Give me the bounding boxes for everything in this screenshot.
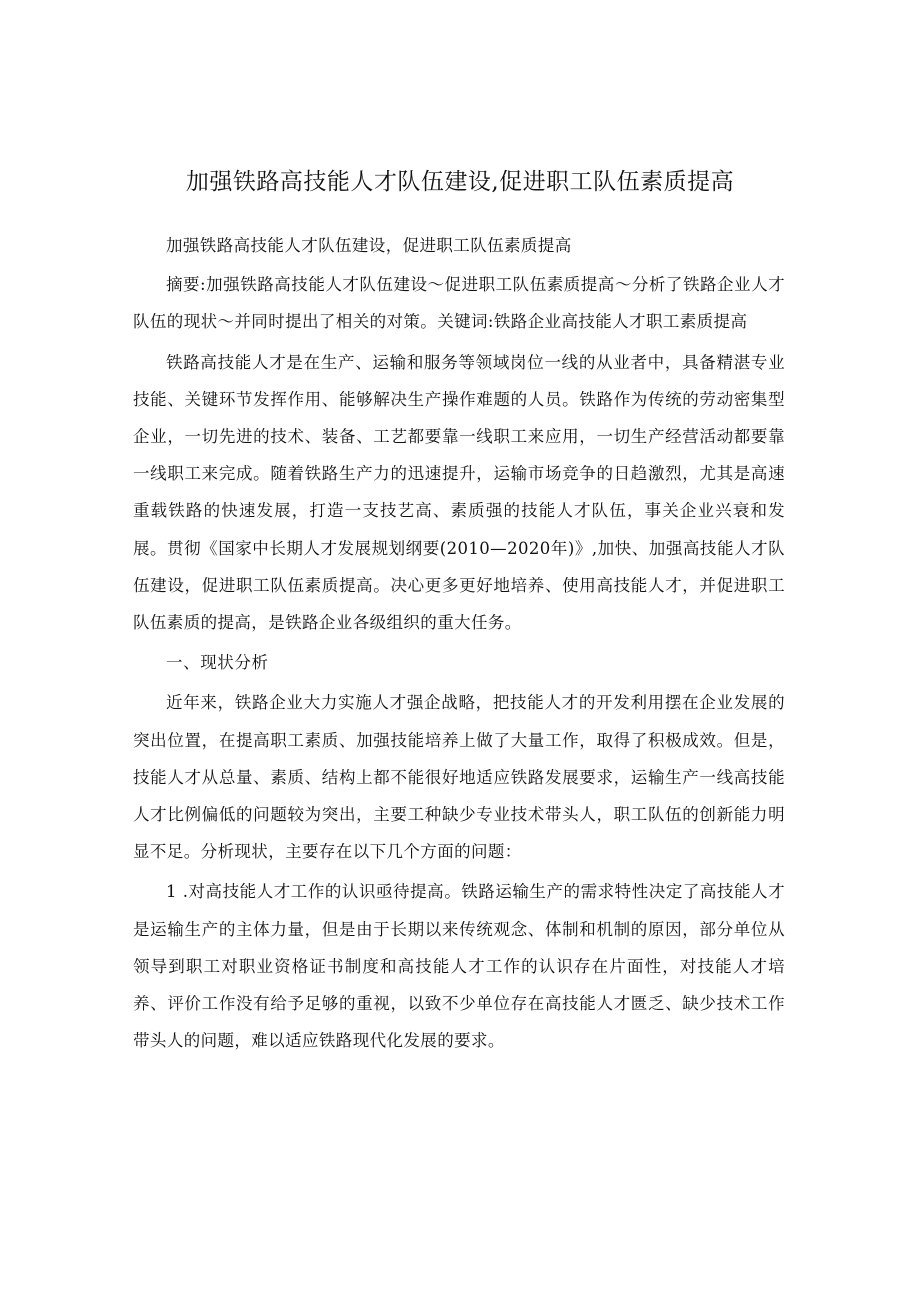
point-1-paragraph: 1 .对高技能人才工作的认识亟待提高。铁路运输生产的需求特性决定了高技能人才是运输生产的主体力量，但是由于长期以来传统观念、体制和机制的原因，部分单位从领导到职工对职业资格证书制度和高技能人才工作的认识存在片面性，对技能人才培养、评价工作没有给予足够的重视，以致不少单位存在高技能人才匮乏、缺少技术工作带头人的问题，难以适应铁路现代化发展的要求。 — [133, 882, 785, 1051]
analysis-paragraph: 近年来，铁路企业大力实施人才强企战略，把技能人才的开发利用摆在企业发展的突出位置，在提高职工素质、加强技能培养上做了大量工作，取得了积极成效。但是，技能人才从总量、素质、结构上都不能很好地适应铁路发展要求，运输生产一线高技能人才比例偏低的问题较为突出，主要工种缺少专业技术带头人，职工队伍的创新能力明显不足。分析现状，主要存在以下几个方面的问题： — [133, 693, 785, 862]
section-heading: 一、现状分析 — [166, 653, 269, 673]
subtitle-paragraph: 加强铁路高技能人才队伍建设，促进职工队伍素质提高 — [166, 236, 572, 255]
intro-paragraph: 铁路高技能人才是在生产、运输和服务等领域岗位一线的从业者中，具备精湛专业技能、关键环节发挥作用、能够解决生产操作难题的人员。铁路作为传统的劳动密集型企业，一切先进的技术、装备、工艺都要靠一线职工来应用，一切生产经营活动都要靠一线职工来完成。随着铁路生产力的迅速提升，运输市场竞争的日趋激烈，尤其是高速重载铁路的快速发展，打造一支技艺高、素质强的技能人才队伍，事关企业兴衰和发展。贯彻《国家中长期人才发展规划纲要(2010—2020年)》,加快、加强高技能人才队伍建设，促进职工队伍素质提高。决心更多更好地培养、使用高技能人才，并促进职工队伍素质的提高，是铁路企业各级组织的重大任务。 — [133, 352, 785, 633]
document-title: 加强铁路高技能人才队伍建设,促进职工队伍素质提高 — [185, 169, 735, 195]
abstract-paragraph: 摘要:加强铁路高技能人才队伍建设～促进职工队伍素质提高～分析了铁路企业人才队伍的现状～并同时提出了相关的对策。关键词:铁路企业高技能人才职工素质提高 — [133, 275, 785, 332]
document-body — [133, 227, 785, 1062]
